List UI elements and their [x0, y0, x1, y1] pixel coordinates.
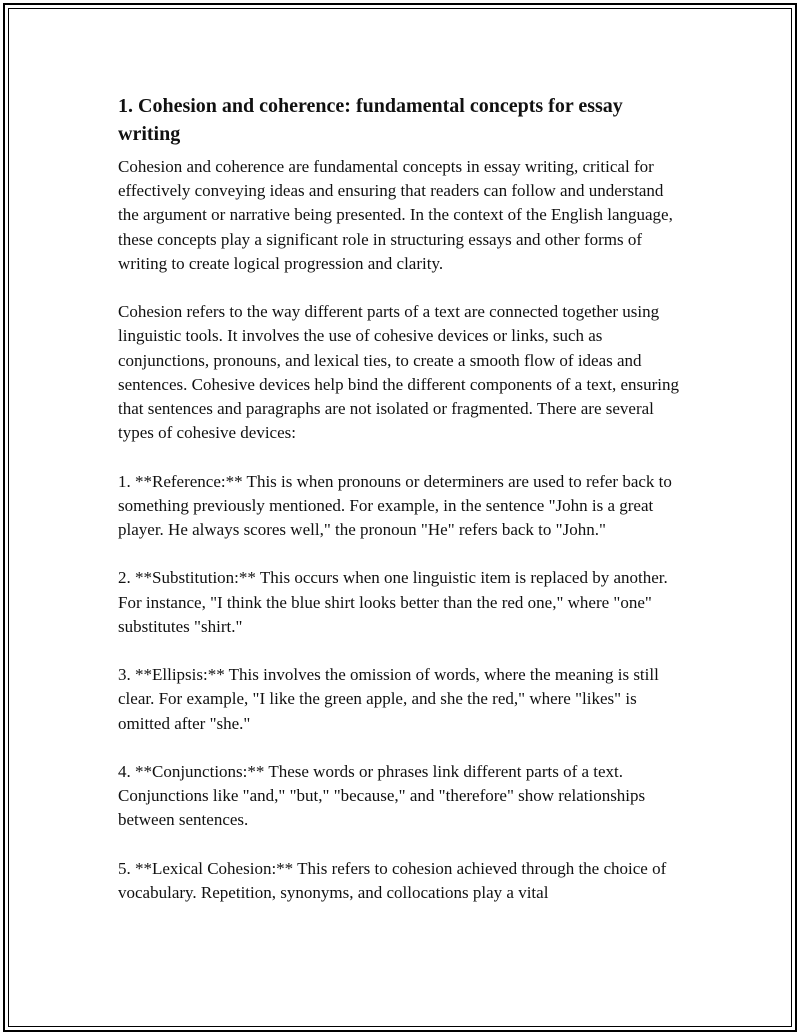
paragraph-intro: Cohesion and coherence are fundamental concepts in essay writing, critical for effectively conveying ideas and ensuring that readers can follow and understand the argument or narrative being presented. In the context of the English language, these concepts play a significant role in structuring essays and other forms of writing to create logical progression and clarity. — [118, 157, 673, 273]
document-body — [118, 92, 688, 929]
list-item-lexical-cohesion: 5. **Lexical Cohesion:** This refers to cohesion achieved through the choice of vocabulary. Repetition, synonyms, and collocations play a vital — [118, 858, 667, 902]
list-item-conjunctions: 4. **Conjunctions:** These words or phrases link different parts of a text. Conjunctions like "and," "but," "because," and "therefore" show relationships between sentences. — [118, 762, 646, 830]
list-item-reference: 1. **Reference:** This is when pronouns or determiners are used to refer back to something previously mentioned. For example, in the sentence "John is a great player. He always scores well," the pronoun "He" refers back to "John." — [118, 471, 672, 540]
list-item-ellipsis: 3. **Ellipsis:** This involves the omission of words, where the meaning is still clear. For example, "I like the green apple, and she the red," where "likes" is omitted after "she." — [118, 665, 659, 733]
list-item-substitution: 2. **Substitution:** This occurs when one linguistic item is replaced by another. For instance, "I think the blue shirt looks better than the red one," where "one" substitutes "shirt." — [118, 568, 668, 636]
section-heading: 1. Cohesion and coherence: fundamental concepts for essay writing — [118, 95, 623, 145]
paragraph-cohesion-definition: Cohesion refers to the way different parts of a text are connected together using linguistic tools. It involves the use of cohesive devices or links, such as conjunctions, pronouns, and lexical ties, to create a smooth flow of ideas and sentences. Cohesive devices help bind the different components of a text, ensuring that sentences and paragraphs are not isolated or fragmented. There are several types of cohesive devices: — [118, 302, 679, 443]
